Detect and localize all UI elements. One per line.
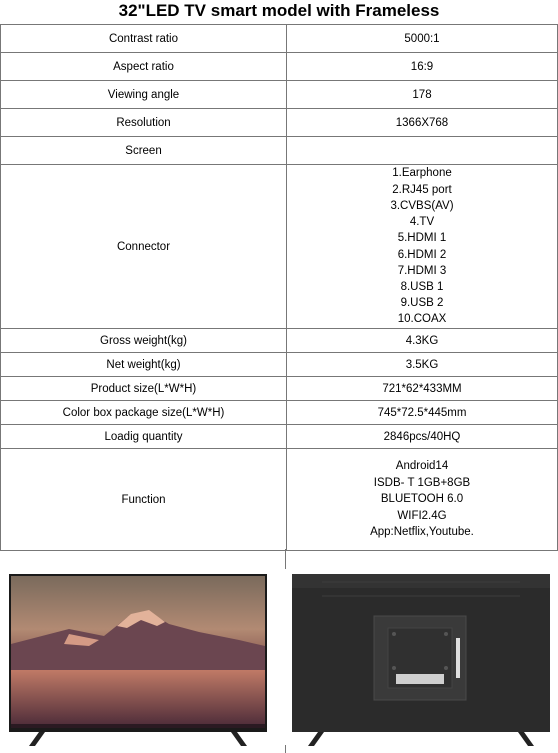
image-divider [285,745,286,753]
shoreline [11,724,265,728]
spec-value: 16:9 [287,53,558,81]
spec-label: Screen [1,137,287,165]
spec-value: 745*72.5*445mm [287,401,558,425]
spec-label: Resolution [1,109,287,137]
left-stand [29,732,45,746]
spec-row-gross-weight [1,329,558,353]
spec-row-loading-quantity [1,425,558,449]
spec-row-viewing-angle [1,81,558,109]
vent-strip [292,574,550,588]
spec-value [287,137,558,165]
spec-row-net-weight [1,353,558,377]
spec-row-screen [1,137,558,165]
connector-item: 10.COAX [397,313,447,326]
spec-value: 5000:1 [287,25,558,53]
function-item: WIFI2.4G [397,509,447,522]
spec-label: Function [1,449,287,551]
spec-value: 2846pcs/40HQ [287,425,558,449]
connector-item: 7.HDMI 3 [397,264,447,277]
spec-label: Net weight(kg) [1,353,287,377]
spec-value: 721*62*433MM [287,377,558,401]
spec-value: 178 [287,81,558,109]
spec-value: 3.5KG [287,353,558,377]
spec-value: 4.3KG [287,329,558,353]
spec-row-package-size [1,401,558,425]
spec-row-resolution [1,109,558,137]
right-stand [518,732,534,746]
spec-label: Loadig quantity [1,425,287,449]
right-stand [231,732,247,746]
function-item: BLUETOOH 6.0 [380,493,464,506]
spec-table [0,24,558,551]
spec-label: Contrast ratio [1,25,287,53]
spec-row-product-size [1,377,558,401]
function-item: ISDB- T 1GB+8GB [373,476,471,489]
function-item: App:Netflix,Youtube. [370,526,474,539]
connector-item: 4.TV [409,216,435,229]
screw [444,666,448,670]
port-strip [456,638,460,678]
spec-label: Product size(L*W*H) [1,377,287,401]
label-sticker [396,674,444,684]
function-item: Android14 [395,460,449,473]
connector-list [287,165,558,329]
screw [392,666,396,670]
spec-row-contrast [1,25,558,53]
tv-back-image [292,574,550,746]
spec-label: Gross weight(kg) [1,329,287,353]
screw [392,632,396,636]
tv-front-image [9,574,267,746]
spec-row-aspect [1,53,558,81]
spec-label: Viewing angle [1,81,287,109]
table-divider [285,549,286,569]
left-stand [308,732,324,746]
spec-value: 1366X768 [287,109,558,137]
connector-item: 9.USB 2 [400,297,444,310]
connector-item: 6.HDMI 2 [397,248,447,261]
reflection [11,670,265,728]
spec-label: Aspect ratio [1,53,287,81]
spec-title: 32"LED TV smart model with Frameless [118,1,440,20]
connector-item: 8.USB 1 [400,280,444,293]
connector-item: 2.RJ45 port [392,183,452,196]
function-list [287,449,558,551]
spec-label: Color box package size(L*W*H) [1,401,287,425]
connector-item: 3.CVBS(AV) [390,199,454,212]
connector-item: 1.Earphone [392,167,452,180]
spec-row-connector [1,165,558,329]
spec-row-function [1,449,558,551]
connector-item: 5.HDMI 1 [397,232,447,245]
screw [444,632,448,636]
spec-label: Connector [1,165,287,329]
